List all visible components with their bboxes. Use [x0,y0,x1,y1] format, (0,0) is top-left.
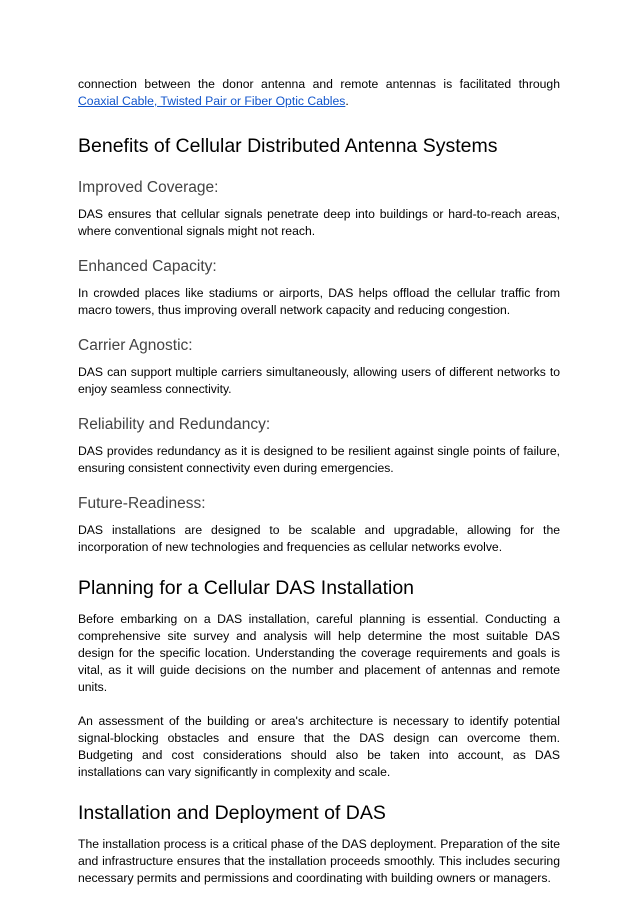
intro-end: . [345,94,349,108]
installation-paragraph-1: The installation process is a critical phase of the DAS deployment. Preparation of the site and infrastructure ensures that the installation proceeds smoothly. This includes securing necessary permits and permissions and coordinating with building owners or managers. [78,837,560,885]
benefit-body-reliability: DAS provides redundancy as it is designed to be resilient against single points of failure, ensuring consistent connectivity even during emergencies. [78,444,560,475]
benefit-body-carrier: DAS can support multiple carriers simultaneously, allowing users of different networks to enjoy seamless connectivity. [78,365,560,396]
benefits-heading: Benefits of Cellular Distributed Antenna Systems [78,135,498,157]
benefit-body-future: DAS installations are designed to be scalable and upgradable, allowing for the incorporation of new technologies and frequencies as cellular networks evolve. [78,523,560,554]
cables-link[interactable]: Coaxial Cable, Twisted Pair or Fiber Optic Cables [78,94,346,108]
intro-text: connection between the donor antenna and remote antennas is facilitated through [78,77,560,91]
installation-heading: Installation and Deployment of DAS [78,802,386,824]
benefit-title-carrier: Carrier Agnostic: [78,337,193,354]
planning-paragraph-2: An assessment of the building or area's architecture is necessary to identify potential signal-blocking obstacles and ensure that the DAS design can overcome them. Budgeting and cost considerations should also be taken into account, as DAS installations can vary significantly in complexity and scale. [78,714,560,779]
benefit-title-future: Future-Readiness: [78,495,206,512]
document-page [78,76,560,887]
benefit-body-coverage: DAS ensures that cellular signals penetrate deep into buildings or hard-to-reach areas, where conventional signals might not reach. [78,207,560,238]
planning-paragraph-1: Before embarking on a DAS installation, careful planning is essential. Conducting a comprehensive site survey and analysis will help determine the most suitable DAS design for the specific location. Understanding the coverage requirements and goals is vital, as it will guide decisions on the number and placement of antennas and remote units. [78,612,560,694]
intro-paragraph [78,76,560,110]
benefit-title-coverage: Improved Coverage: [78,179,219,196]
planning-heading: Planning for a Cellular DAS Installation [78,577,415,599]
benefit-title-reliability: Reliability and Redundancy: [78,416,271,433]
benefit-title-capacity: Enhanced Capacity: [78,258,217,275]
benefit-body-capacity: In crowded places like stadiums or airports, DAS helps offload the cellular traffic from macro towers, thus improving overall network capacity and reducing congestion. [78,286,560,317]
